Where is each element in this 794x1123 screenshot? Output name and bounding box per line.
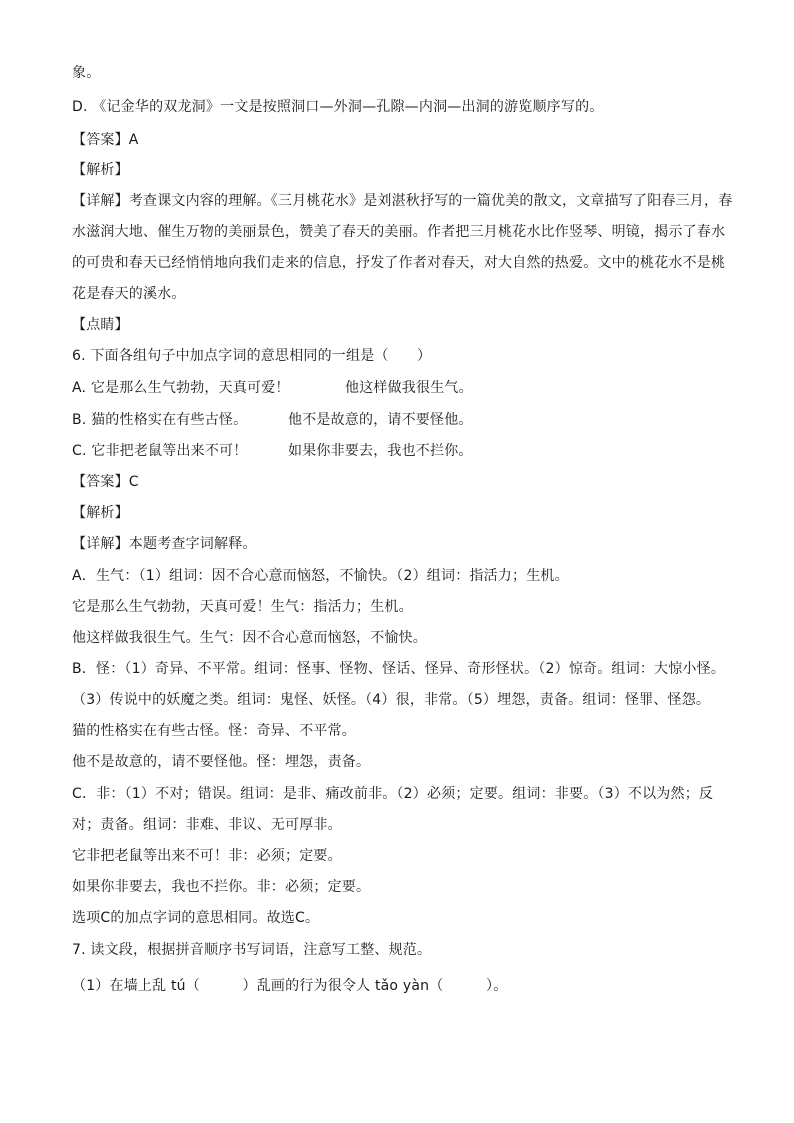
explanation-line: （3）传说中的妖魔之类。组词：鬼怪、妖怪。（4）很，非常。（5）埋怨，责备。组词：怪罪、怪怨。 [72, 692, 711, 708]
question-7: 7. 读文段，根据拼音顺序书写词语，注意写工整、规范。 [72, 942, 432, 958]
question-7-item-1: （1）在墙上乱 tú（ ）乱画的行为很令人 tǎo yàn（ ）。 [72, 978, 508, 994]
option-a-sentence-1: A. 它是那么生气勃勃，天真可爱！ [72, 380, 290, 396]
explanation-line: C．非：（1）不对；错误。组词：是非、痛改前非。（2）必须；定要。组词：非要。（3）不以为然；反 [72, 786, 714, 802]
explanation-line: 它非把老鼠等出来不可！非：必须；定要。 [72, 848, 342, 864]
explanation-line: 的可贵和春天已经悄悄地向我们走来的信息，抒发了作者对春天，对大自然的热爱。文中的桃花水不是桃 [72, 255, 726, 271]
explanation-line: A．生气：（1）组词：因不合心意而恼怒，不愉快。（2）组词：指活力；生机。 [72, 568, 569, 584]
question-6: 6. 下面各组句子中加点字词的意思相同的一组是（ ） [72, 348, 432, 364]
explanation-line: 它是那么生气勃勃，天真可爱！生气：指活力；生机。 [72, 599, 413, 615]
option-b-sentence-2: 他不是故意的，请不要怪他。 [288, 412, 473, 428]
explanation-line: B．怪：（1）奇异、不平常。组词：怪事、怪物、怪话、怪异、奇形怪状。（2）惊奇。组词：大惊小怪。 [72, 661, 726, 677]
explanation-line: 如果你非要去，我也不拦你。非：必须；定要。 [72, 879, 371, 895]
option-c-sentence-2: 如果你非要去，我也不拦你。 [288, 443, 473, 459]
explanation-line: 猫的性格实在有些古怪。怪：奇异、不平常。 [72, 723, 356, 739]
comment-label: 【点睛】 [72, 317, 129, 333]
option-a [72, 378, 732, 398]
option-b-sentence-1: B. 猫的性格实在有些古怪。 [72, 412, 248, 428]
analysis-label: 【解析】 [72, 162, 129, 178]
analysis-label: 【解析】 [72, 505, 129, 521]
answer-label: 【答案】C [72, 474, 139, 490]
explanation-line: 选项C的加点字词的意思相同。故选C。 [72, 910, 320, 926]
option-c [72, 441, 732, 461]
option-b [72, 410, 732, 430]
explanation-line: 水滋润大地、催生万物的美丽景色，赞美了春天的美丽。作者把三月桃花水比作竖琴、明镜，揭示了春水 [72, 224, 726, 240]
explanation-line: 对；责备。组词：非难、非议、无可厚非。 [72, 817, 342, 833]
explanation-line: 花是春天的溪水。 [72, 286, 186, 302]
option-d: D. 《记金华的双龙洞》一文是按照洞口—外洞—孔隙—内洞—出洞的游览顺序写的。 [72, 99, 604, 115]
option-c-sentence-1: C. 它非把老鼠等出来不可！ [72, 443, 248, 459]
explanation-line: 【详解】考查课文内容的理解。《三月桃花水》是刘湛秋抒写的一篇优美的散文，文章描写了阳春三月，春 [72, 193, 733, 209]
answer-label: 【答案】A [72, 132, 139, 148]
explanation-line: 他不是故意的，请不要怪他。怪：埋怨，责备。 [72, 754, 371, 770]
explanation-line: 【详解】本题考查字词解释。 [72, 536, 257, 552]
explanation-line: 他这样做我很生气。生气：因不合心意而恼怒，不愉快。 [72, 630, 427, 646]
option-a-sentence-2: 他这样做我很生气。 [345, 380, 473, 396]
text-line: 象。 [72, 65, 101, 81]
